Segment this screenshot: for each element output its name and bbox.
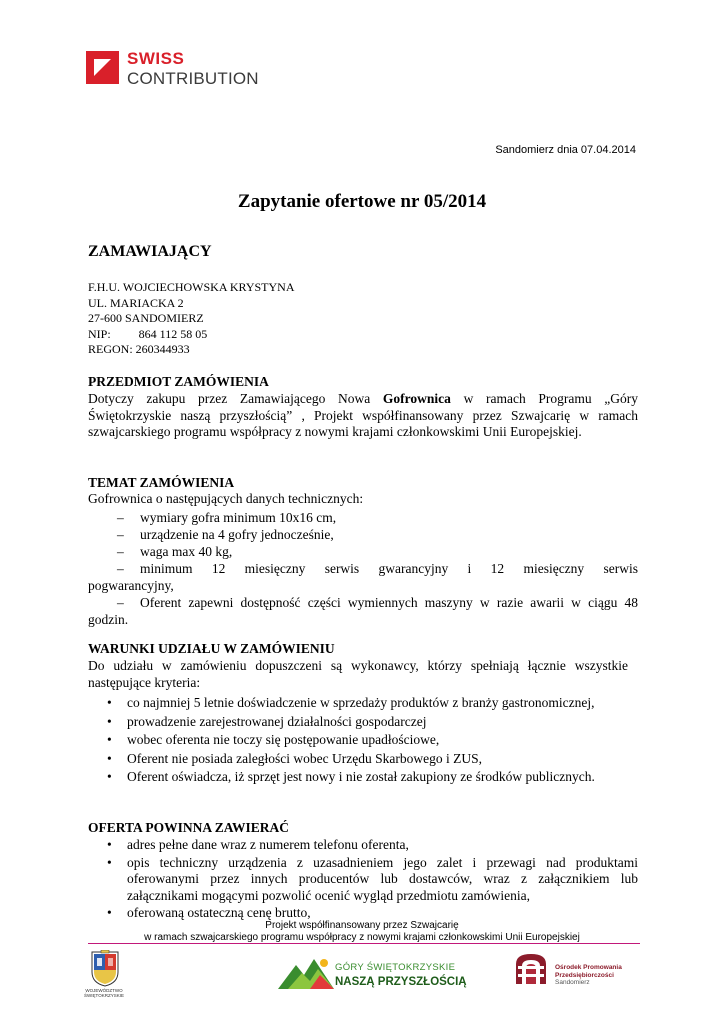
przedmiot-heading: PRZEDMIOT ZAMÓWIENIA	[88, 374, 269, 389]
logo-line-1: SWISS	[127, 49, 185, 68]
zamawiajacy-address	[88, 280, 295, 358]
list-item: • opis techniczny urządzenia z uzasadnieniem jego zalet i przewagi nad produktami oferowanymi przez innych producentów lub dostawców, wraz z załącznikiem lub załącznikami mogącymi pozwolić ocenić wygląd przedmiotu zamówienia,	[107, 854, 638, 903]
temat-heading: TEMAT ZAMÓWIENIA	[88, 475, 235, 490]
footer-divider	[88, 943, 640, 944]
footer-line-2: w ramach szwajcarskiego programu współpracy z nowymi krajami członkowskimi Unii Europejskiej	[144, 932, 580, 943]
temat-item: – Oferent zapewni dostępność części wymiennych maszyny w razie awarii w ciągu 48	[117, 595, 638, 610]
temat-item: – minimum 12 miesięczny serwis gwarancyjny i 12 miesięczny serwis	[117, 561, 638, 576]
list-item: • Oferent oświadcza, iż sprzęt jest nowy i nie został zakupiony ze środków publicznych.	[107, 769, 595, 784]
bullet-marker: •	[107, 713, 112, 729]
company-city: 27-600 SANDOMIERZ	[88, 311, 204, 325]
oferta-list	[107, 837, 638, 922]
opp-logo-text: Ośrodek Promowania Przedsiębiorczości Sandomierz	[555, 964, 622, 986]
bullet-marker: •	[107, 769, 112, 784]
zamawiajacy-heading: ZAMAWIAJĄCY	[88, 243, 212, 260]
swiss-contribution-logo-icon	[86, 51, 119, 84]
company-nip	[88, 327, 295, 343]
company-name: F.H.U. WOJCIECHOWSKA KRYSTYNA	[88, 280, 295, 294]
temat-item: – waga max 40 kg,	[117, 544, 233, 559]
logo-text	[127, 50, 259, 87]
company-street: UL. MARIACKA 2	[88, 295, 184, 310]
wojewodztwo-caption: WOJEWÓDZTWO ŚWIĘTOKRZYSKIE	[84, 988, 124, 998]
bullet-marker: •	[107, 695, 112, 710]
document-title: Zapytanie ofertowe nr 05/2014	[237, 191, 487, 212]
list-item: • co najmniej 5 letnie doświadczenie w sprzedaży produktów z branży gastronomicznej,	[107, 695, 595, 710]
nip-value: 864 112 58 05	[138, 326, 208, 341]
coat-of-arms-icon	[90, 950, 120, 987]
dash-marker: –	[117, 527, 124, 542]
document-date: Sandomierz dnia 07.04.2014	[495, 144, 636, 156]
list-item: • adres pełne dane wraz z numerem telefonu oferenta,	[107, 837, 409, 852]
bullet-marker: •	[107, 750, 112, 766]
dash-marker: –	[117, 544, 124, 559]
opp-logo-icon	[512, 950, 550, 988]
temat-item-continued: pogwarancyjny,	[88, 578, 174, 593]
footer-line-1: Projekt współfinansowany przez Szwajcarię	[265, 920, 459, 931]
temat-item: – urządzenie na 4 gofry jednocześnie,	[117, 527, 334, 542]
gory-logo-text: GÓRY ŚWIĘTOKRZYSKIE NASZĄ PRZYSZŁOŚCIĄ	[335, 962, 467, 988]
warunki-intro: Do udziału w zamówieniu dopuszczeni są wykonawcy, którzy spełniają łącznie wszystkie następujące kryteria:	[88, 658, 628, 690]
bullet-marker: •	[107, 854, 112, 870]
bullet-marker: •	[107, 837, 112, 852]
dash-marker: –	[117, 561, 124, 576]
list-item: • prowadzenie zarejestrowanej działalności gospodarczej	[107, 713, 427, 729]
temat-item: – wymiary gofra minimum 10x16 cm,	[117, 510, 337, 525]
list-item: • oferowaną ostateczną cenę brutto,	[107, 905, 311, 920]
dash-marker: –	[117, 510, 124, 525]
przedmiot-product: Gofrownica	[382, 391, 451, 406]
company-regon: REGON: 260344933	[88, 342, 190, 356]
przedmiot-text-start: Dotyczy zakupu przez Zamawiającego Nowa	[88, 391, 383, 406]
nip-label: NIP:	[88, 326, 111, 341]
warunki-list	[107, 695, 638, 786]
dash-marker: –	[117, 595, 124, 610]
logo-line-2: CONTRIBUTION	[127, 69, 259, 88]
list-item: • Oferent nie posiada zaległości wobec Urzędu Skarbowego i ZUS,	[107, 750, 483, 766]
przedmiot-text-end: w ramach Programu „Góry Świętokrzyskie naszą przyszłością” , Projekt współfinansowany przez Szwajcarię w ramach szwajcarskiego programu współpracy z nowymi krajami członkowskimi Unii Europejskiej.	[88, 391, 638, 439]
oferta-heading: OFERTA POWINNA ZAWIERAĆ	[88, 820, 290, 835]
mountains-logo-icon	[278, 953, 334, 991]
przedmiot-text	[88, 391, 638, 441]
warunki-heading: WARUNKI UDZIAŁU W ZAMÓWIENIU	[88, 641, 335, 656]
temat-item-continued: godzin.	[88, 612, 129, 627]
temat-intro: Gofrownica o następujących danych technicznych:	[88, 491, 364, 506]
bullet-marker: •	[107, 905, 112, 920]
bullet-marker: •	[107, 732, 112, 747]
list-item: • wobec oferenta nie toczy się postępowanie upadłościowe,	[107, 732, 440, 747]
